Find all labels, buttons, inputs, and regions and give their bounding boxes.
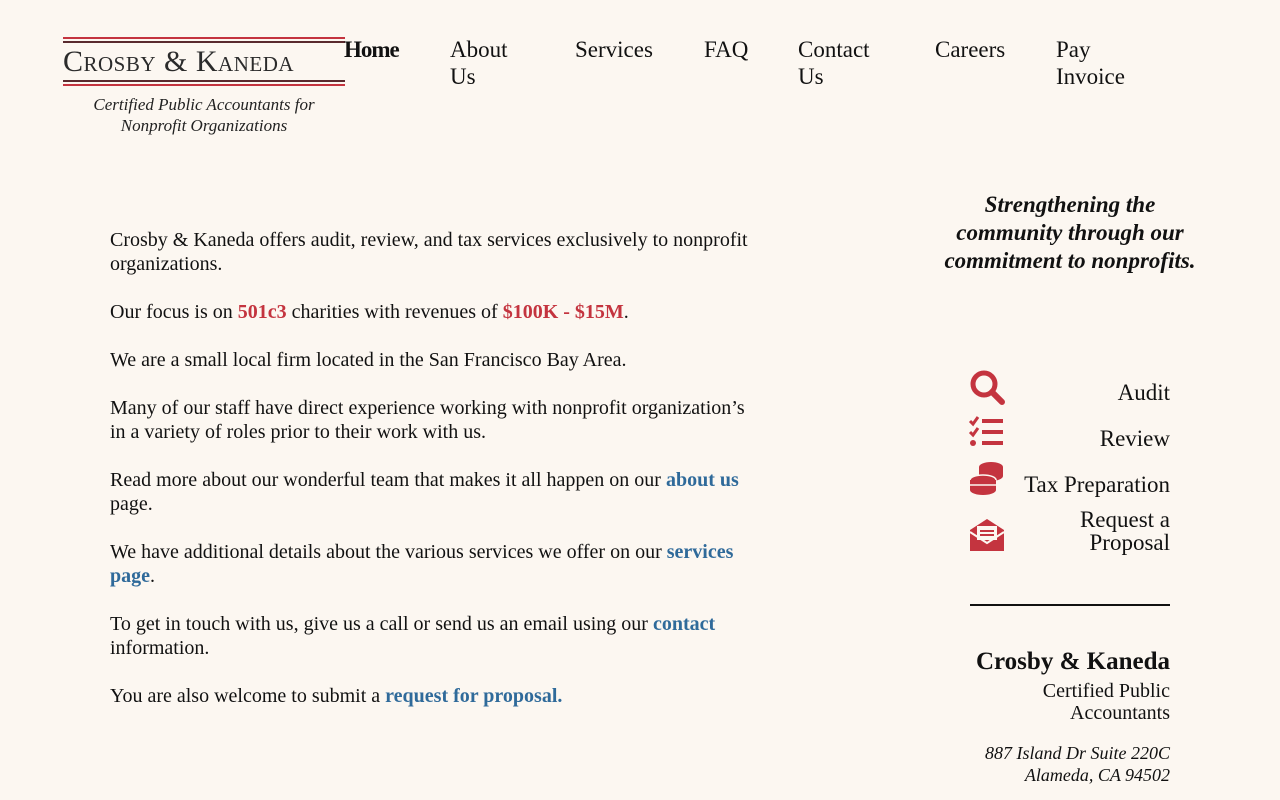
contact-link[interactable]: contact (652, 613, 716, 635)
proposal-paragraph (110, 684, 750, 708)
firm-address-line2: Alameda, CA 94502 (1024, 765, 1170, 785)
logo-tagline (63, 94, 345, 136)
firm-subtitle (976, 680, 1170, 724)
service-review-label: Review (1099, 426, 1170, 451)
service-request-proposal-label-line1: Request a (1079, 507, 1170, 532)
nav-contact-us[interactable] (798, 36, 870, 90)
service-tax-preparation[interactable] (968, 460, 1170, 500)
nav-pay-invoice[interactable] (1056, 36, 1125, 90)
nav-contact-us-line2: Us (798, 64, 824, 89)
focus-paragraph (110, 300, 750, 324)
mission-quote: Strengthening the community through our commitment to nonprofits. (944, 192, 1196, 273)
focus-text-mid: charities with revenues of (286, 301, 503, 323)
nav-about-us-line1: About (450, 37, 508, 62)
coins-icon (968, 460, 1006, 498)
team-text-pre: Read more about our wonderful team that makes it all happen on our (110, 469, 666, 491)
checklist-icon (968, 414, 1006, 452)
services-text-post: . (150, 565, 155, 587)
contact-text-pre: To get in touch with us, give us a call or send us an email using our (110, 613, 653, 635)
logo-tagline-line2: Nonprofit Organizations (120, 116, 288, 135)
service-audit-label: Audit (1117, 380, 1170, 405)
nav-home[interactable]: Home (344, 37, 399, 62)
firm-contact-block (976, 648, 1170, 786)
nav-careers[interactable]: Careers (935, 37, 1006, 62)
request-proposal-link[interactable]: request for proposal. (385, 685, 563, 707)
firm-address-line1: 887 Island Dr Suite 220C (984, 743, 1170, 763)
nav-pay-invoice-line2: Invoice (1056, 64, 1125, 89)
service-tax-preparation-label: Tax Preparation (1024, 472, 1170, 497)
nav-about-us-line2: Us (450, 64, 476, 89)
focus-highlight-revenue: $100K - $15M (502, 301, 624, 323)
envelope-open-icon (968, 516, 1006, 554)
sidebar-divider (970, 604, 1170, 606)
contact-paragraph (110, 612, 750, 660)
logo-rule-top-2 (63, 41, 345, 43)
services-text-pre: We have additional details about the various services we offer on our (110, 541, 667, 563)
services-paragraph (110, 540, 750, 588)
services-page-link[interactable]: services page (110, 541, 734, 587)
firm-name: Crosby & Kaneda (975, 648, 1170, 675)
about-us-link[interactable]: about us (665, 469, 739, 491)
nav-about-us[interactable] (450, 36, 508, 90)
firm-address (976, 742, 1170, 786)
location-paragraph: We are a small local firm located in the San Francisco Bay Area. (110, 349, 627, 371)
logo-tagline-line1: Certified Public Accountants for (93, 95, 315, 114)
proposal-text-pre: You are also welcome to submit a (110, 685, 386, 707)
service-review[interactable] (968, 414, 1170, 454)
logo-rule-top (63, 37, 345, 39)
nav-contact-us-line1: Contact (798, 37, 870, 62)
search-icon (968, 368, 1006, 406)
logo[interactable] (63, 37, 345, 136)
logo-rule-bottom-2 (63, 84, 345, 86)
logo-name: Crosby & Kaneda (63, 45, 295, 78)
firm-subtitle-line2: Accountants (1070, 702, 1170, 724)
firm-subtitle-line1: Certified Public (1042, 680, 1170, 702)
team-text-post: page. (110, 493, 153, 515)
contact-text-post: information. (110, 637, 210, 659)
service-request-proposal-label (1080, 508, 1170, 554)
focus-text-pre: Our focus is on (110, 301, 238, 323)
focus-text-post: . (623, 301, 629, 323)
intro-paragraph: Crosby & Kaneda offers audit, review, and tax services exclusively to nonprofit organizations. (110, 229, 748, 275)
service-request-proposal-label-line2: Proposal (1089, 530, 1170, 555)
service-request-proposal[interactable] (968, 506, 1170, 554)
service-audit[interactable] (968, 368, 1170, 408)
nav-pay-invoice-line1: Pay (1056, 37, 1091, 62)
focus-highlight-501c3: 501c3 (237, 301, 287, 323)
logo-rule-bottom (63, 80, 345, 82)
staff-paragraph: Many of our staff have direct experience working with nonprofit organization’s in a variety of roles prior to their work with us. (110, 397, 745, 443)
team-paragraph (110, 468, 750, 516)
nav-services[interactable]: Services (575, 37, 653, 62)
nav-faq[interactable]: FAQ (704, 37, 749, 62)
main-content (110, 228, 750, 732)
